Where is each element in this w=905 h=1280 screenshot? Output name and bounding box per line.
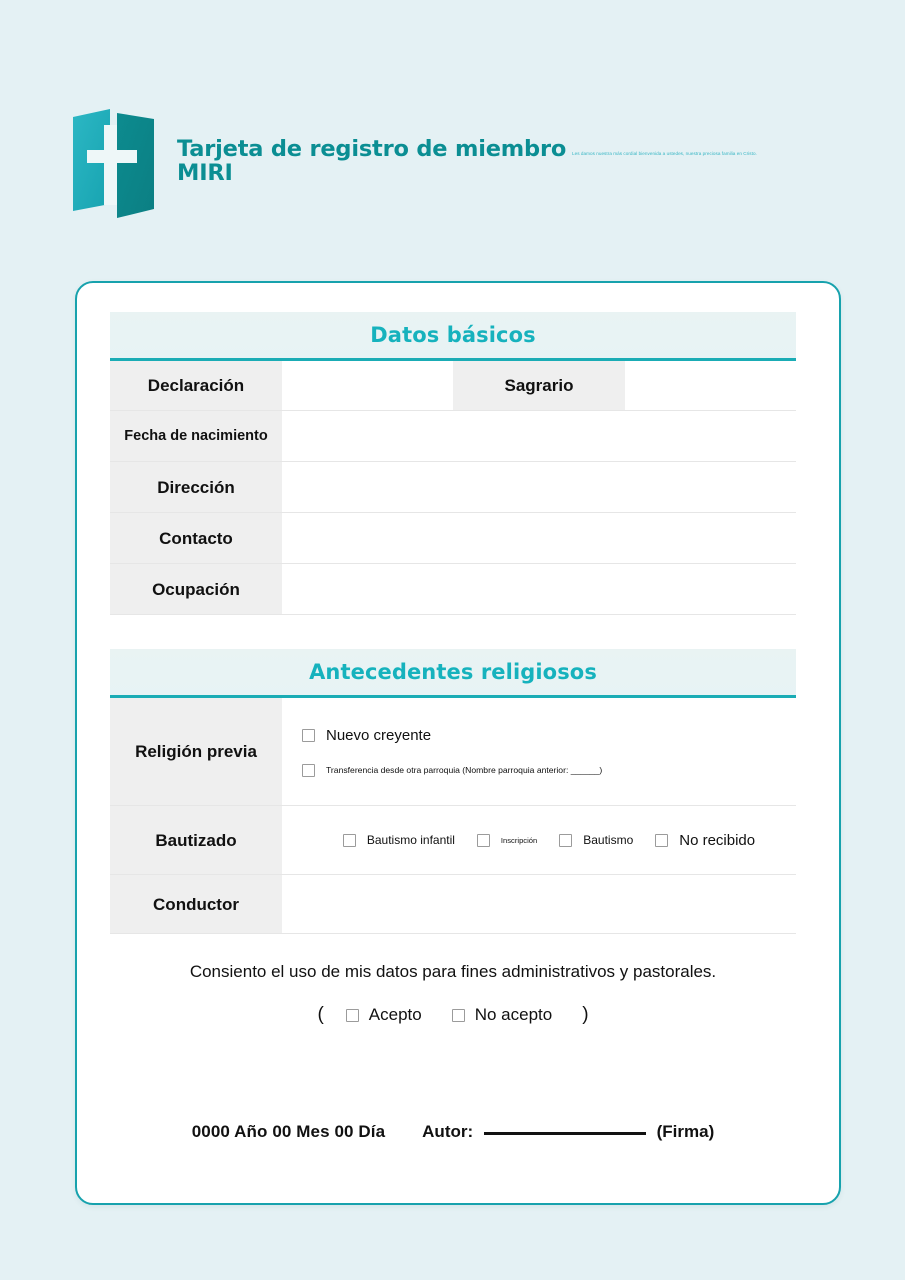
section-title: Antecedentes religiosos	[309, 660, 597, 684]
consent-statement: Consiento el uso de mis datos para fines administrativos y pastorales.	[189, 962, 717, 981]
checkbox-bautismo-infantil[interactable]	[343, 834, 356, 847]
option-label: Bautismo infantil	[366, 833, 455, 847]
checkbox-no-acepto[interactable]	[452, 1009, 465, 1022]
field-value-fecha-de-nacimiento[interactable]	[282, 411, 796, 461]
table-row	[110, 875, 796, 934]
author-label: Autor:	[422, 1122, 474, 1141]
date-placeholder[interactable]: 0000 Año 00 Mes 00 Día	[191, 1122, 386, 1141]
field-label-conductor: Conductor	[110, 875, 282, 933]
table-datos-basicos	[110, 361, 796, 615]
field-label-declaracion: Declaración	[110, 361, 282, 410]
table-row	[110, 564, 796, 615]
option-bautismo-infantil[interactable]	[343, 833, 455, 847]
option-nuevo-creyente[interactable]	[302, 727, 796, 744]
field-value-contacto[interactable]	[282, 513, 796, 563]
bracket-open: (	[317, 1004, 324, 1025]
section-title: Datos básicos	[370, 323, 536, 347]
consent-block	[110, 961, 796, 1026]
table-row	[110, 513, 796, 564]
field-value-religion-previa	[282, 698, 796, 805]
field-value-conductor[interactable]	[282, 875, 796, 933]
form-card	[75, 281, 841, 1205]
consent-choices	[110, 1004, 796, 1026]
option-label: Acepto	[368, 1005, 422, 1024]
option-no-acepto[interactable]	[452, 1005, 553, 1025]
option-transferencia-parroquia[interactable]	[302, 764, 796, 777]
field-label-sagrario: Sagrario	[453, 361, 625, 410]
section-spacer	[110, 615, 796, 649]
signature-line[interactable]	[484, 1132, 646, 1135]
field-label-contacto: Contacto	[110, 513, 282, 563]
checkbox-inscripcion[interactable]	[477, 834, 490, 847]
title-block	[177, 138, 597, 185]
table-row	[110, 361, 796, 411]
table-row	[110, 806, 796, 875]
checkbox-no-recibido[interactable]	[655, 834, 668, 847]
field-value-declaracion[interactable]	[282, 361, 453, 410]
checkbox-nuevo-creyente[interactable]	[302, 729, 315, 742]
option-acepto[interactable]	[346, 1005, 422, 1025]
signature-block	[110, 1122, 796, 1142]
table-row	[110, 411, 796, 462]
option-label: Transferencia desde otra parroquia (Nombre parroquia anterior: ______)	[326, 765, 603, 775]
page-subtitle: MIRI	[177, 160, 233, 186]
page-header	[0, 0, 905, 270]
option-label: Bautismo	[583, 833, 634, 847]
checkbox-acepto[interactable]	[346, 1009, 359, 1022]
signature-note: (Firma)	[656, 1122, 715, 1141]
field-value-ocupacion[interactable]	[282, 564, 796, 614]
field-label-fecha-de-nacimiento: Fecha de nacimiento	[110, 411, 282, 461]
field-value-direccion[interactable]	[282, 462, 796, 512]
option-bautismo[interactable]	[559, 833, 633, 847]
field-label-ocupacion: Ocupación	[110, 564, 282, 614]
option-label: Nuevo creyente	[326, 726, 432, 744]
bracket-close: )	[582, 1004, 589, 1025]
checkbox-transferencia-parroquia[interactable]	[302, 764, 315, 777]
table-row	[110, 462, 796, 513]
option-inscripcion[interactable]	[477, 834, 537, 847]
table-antecedentes-religiosos	[110, 698, 796, 934]
welcome-note: Les damos nuestra más cordial bienvenida a ustedes, nuestra preciosa familia en Cristo.	[572, 151, 757, 156]
section-header-datos-basicos	[110, 312, 796, 361]
field-label-bautizado: Bautizado	[110, 806, 282, 874]
author-signature-field	[422, 1122, 714, 1142]
section-header-antecedentes-religiosos	[110, 649, 796, 698]
field-value-bautizado	[282, 806, 796, 874]
table-row	[110, 698, 796, 806]
open-door-cross-icon	[72, 108, 156, 220]
checkbox-bautismo[interactable]	[559, 834, 572, 847]
field-label-direccion: Dirección	[110, 462, 282, 512]
option-label: No acepto	[474, 1005, 553, 1024]
page-title: Tarjeta de registro de miembro	[177, 136, 567, 162]
option-label: No recibido	[679, 831, 756, 849]
field-label-religion-previa: Religión previa	[110, 698, 282, 805]
option-no-recibido[interactable]	[655, 832, 755, 849]
option-label: Inscripción	[500, 835, 538, 845]
field-value-sagrario[interactable]	[625, 361, 796, 410]
